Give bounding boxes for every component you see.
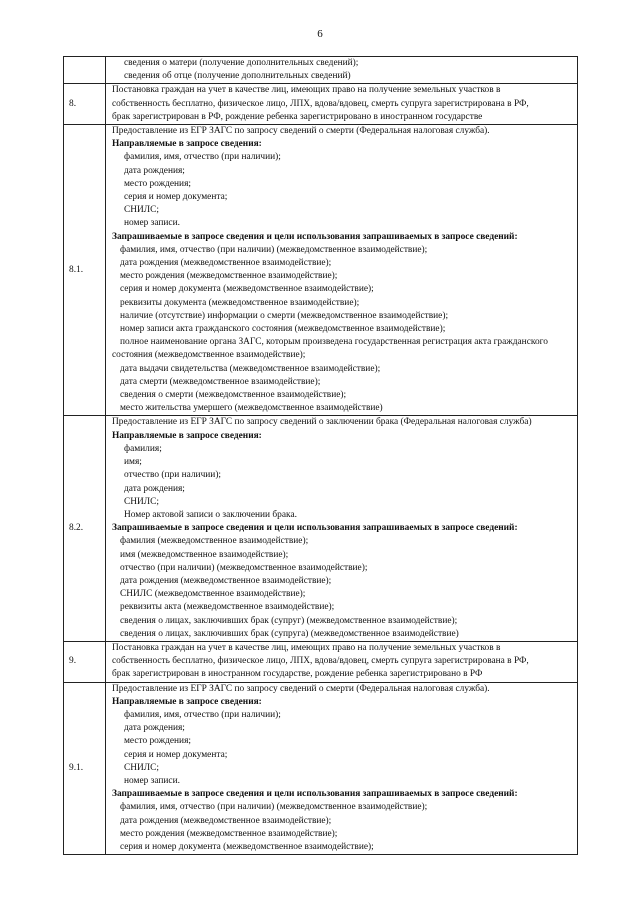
table-row [64, 84, 578, 125]
text-line: место рождения; [124, 178, 191, 189]
text-line: серия и номер документа; [124, 192, 228, 203]
text-line: сведения об отце (получение дополнительных сведений) [124, 71, 351, 82]
text-line: брак зарегистрирован в РФ, рождение ребенка зарегистрировано в иностранном государстве [112, 111, 483, 122]
text-line: брак зарегистрирован в иностранном государстве, рождение ребенка зарегистрировано в РФ [112, 669, 483, 680]
text-line: отчество (при наличии); [124, 470, 222, 481]
text-line: место рождения; [124, 736, 191, 747]
text-line: дата рождения; [124, 723, 185, 734]
text-line: реквизиты документа (межведомственное взаимодействие); [120, 297, 360, 308]
text-line: СНИЛС (межведомственное взаимодействие); [120, 589, 306, 600]
text-line: имя (межведомственное взаимодействие); [120, 549, 289, 560]
text-line: Предоставление из ЕГР ЗАГС по запросу сведений о смерти (Федеральная налоговая служба). [112, 683, 490, 694]
section-heading: Запрашиваемые в запросе сведения и цели использования запрашиваемых в запросе сведений: [112, 789, 518, 800]
text-line: дата рождения (межведомственное взаимодействие); [120, 815, 332, 826]
text-line: дата выдачи свидетельства (межведомственное взаимодействие); [120, 363, 381, 374]
row-content [106, 125, 578, 416]
text-line: фамилия (межведомственное взаимодействие); [120, 536, 309, 547]
text-line: серия и номер документа (межведомственное взаимодействие); [120, 841, 374, 852]
text-line: Постановка граждан на учет в качестве лиц, имеющих право на получение земельных участков в [112, 85, 501, 96]
text-line: Предоставление из ЕГР ЗАГС по запросу сведений о заключении брака (Федеральная налоговая служба) [112, 417, 532, 428]
text-line: собственность бесплатно, физическое лицо, ЛПХ, вдова/вдовец, смерть супруга зарегистрирована в РФ, [112, 656, 529, 667]
row-content [106, 641, 578, 682]
services-table [63, 56, 578, 855]
text-line: номер записи. [124, 218, 180, 229]
text-line: фамилия, имя, отчество (при наличии) (межведомственное взаимодействие); [120, 244, 428, 255]
text-line: серия и номер документа; [124, 749, 228, 760]
services-table-body [64, 57, 578, 855]
row-number: 8. [64, 84, 106, 125]
text-line: фамилия, имя, отчество (при наличии) (межведомственное взаимодействие); [120, 802, 428, 813]
text-line: СНИЛС; [124, 496, 160, 507]
text-line: дата смерти (межведомственное взаимодействие); [120, 376, 321, 387]
text-line: имя; [124, 457, 142, 468]
text-line: номер записи. [124, 775, 180, 786]
text-line: сведения о смерти (межведомственное взаимодействие); [120, 390, 347, 401]
text-line: СНИЛС; [124, 205, 160, 216]
row-number: 9.1. [64, 682, 106, 855]
table-row [64, 641, 578, 682]
row-number [64, 57, 106, 84]
text-line: наличие (отсутствие) информации о смерти (межведомственное взаимодействие); [120, 310, 449, 321]
text-line: дата рождения; [124, 483, 185, 494]
text-line: фамилия; [124, 443, 162, 454]
table-row [64, 57, 578, 84]
row-content [106, 416, 578, 641]
text-line: место рождения (межведомственное взаимодействие); [120, 828, 338, 839]
row-content [106, 682, 578, 855]
table-row [64, 416, 578, 641]
page-number: 6 [317, 28, 323, 40]
text-line: реквизиты акта (межведомственное взаимодействие); [120, 602, 335, 613]
row-content [106, 57, 578, 84]
text-line: отчество (при наличии) (межведомственное взаимодействие); [120, 562, 368, 573]
row-number: 9. [64, 641, 106, 682]
text-line: сведения о матери (получение дополнительных сведений); [124, 58, 359, 68]
text-line: дата рождения (межведомственное взаимодействие); [120, 258, 332, 269]
row-content [106, 84, 578, 125]
text-line: фамилия, имя, отчество (при наличии); [124, 709, 281, 720]
section-heading: Запрашиваемые в запросе сведения и цели использования запрашиваемых в запросе сведений: [112, 523, 518, 534]
section-heading: Направляемые в запросе сведения: [112, 696, 262, 707]
text-line: серия и номер документа (межведомственное взаимодействие); [120, 284, 374, 295]
text-line: Предоставление из ЕГР ЗАГС по запросу сведений о смерти (Федеральная налоговая служба). [112, 126, 490, 137]
text-line: сведения о лицах, заключивших брак (супруга) (межведомственное взаимодействие) [120, 628, 459, 639]
text-line: фамилия, имя, отчество (при наличии); [124, 152, 281, 163]
text-line: Номер актовой записи о заключении брака. [124, 509, 297, 520]
text-line: место жительства умершего (межведомственное взаимодействие) [120, 403, 383, 414]
section-heading: Направляемые в запросе сведения: [112, 430, 262, 441]
text-line: сведения о лицах, заключивших брак (супруг) (межведомственное взаимодействие); [120, 615, 458, 626]
text-line: номер записи акта гражданского состояния (межведомственное взаимодействие); [120, 324, 446, 335]
section-heading: Запрашиваемые в запросе сведения и цели использования запрашиваемых в запросе сведений: [112, 231, 518, 242]
text-line: Постановка граждан на учет в качестве лиц, имеющих право на получение земельных участков в [112, 642, 501, 653]
text-line: СНИЛС; [124, 762, 160, 773]
text-line: место рождения (межведомственное взаимодействие); [120, 271, 338, 282]
row-number: 8.1. [64, 125, 106, 416]
row-number: 8.2. [64, 416, 106, 641]
text-line: дата рождения (межведомственное взаимодействие); [120, 575, 332, 586]
text-line: собственность бесплатно, физическое лицо, ЛПХ, вдова/вдовец, смерть супруга зарегистрирована в РФ, [112, 98, 529, 109]
text-line: состояния (межведомственное взаимодействие); [112, 350, 306, 361]
text-line: дата рождения; [124, 165, 185, 176]
text-line: полное наименование органа ЗАГС, которым произведена государственная регистрация акта гражданского [120, 337, 548, 348]
section-heading: Направляемые в запросе сведения: [112, 139, 262, 150]
table-row [64, 125, 578, 416]
table-row [64, 682, 578, 855]
